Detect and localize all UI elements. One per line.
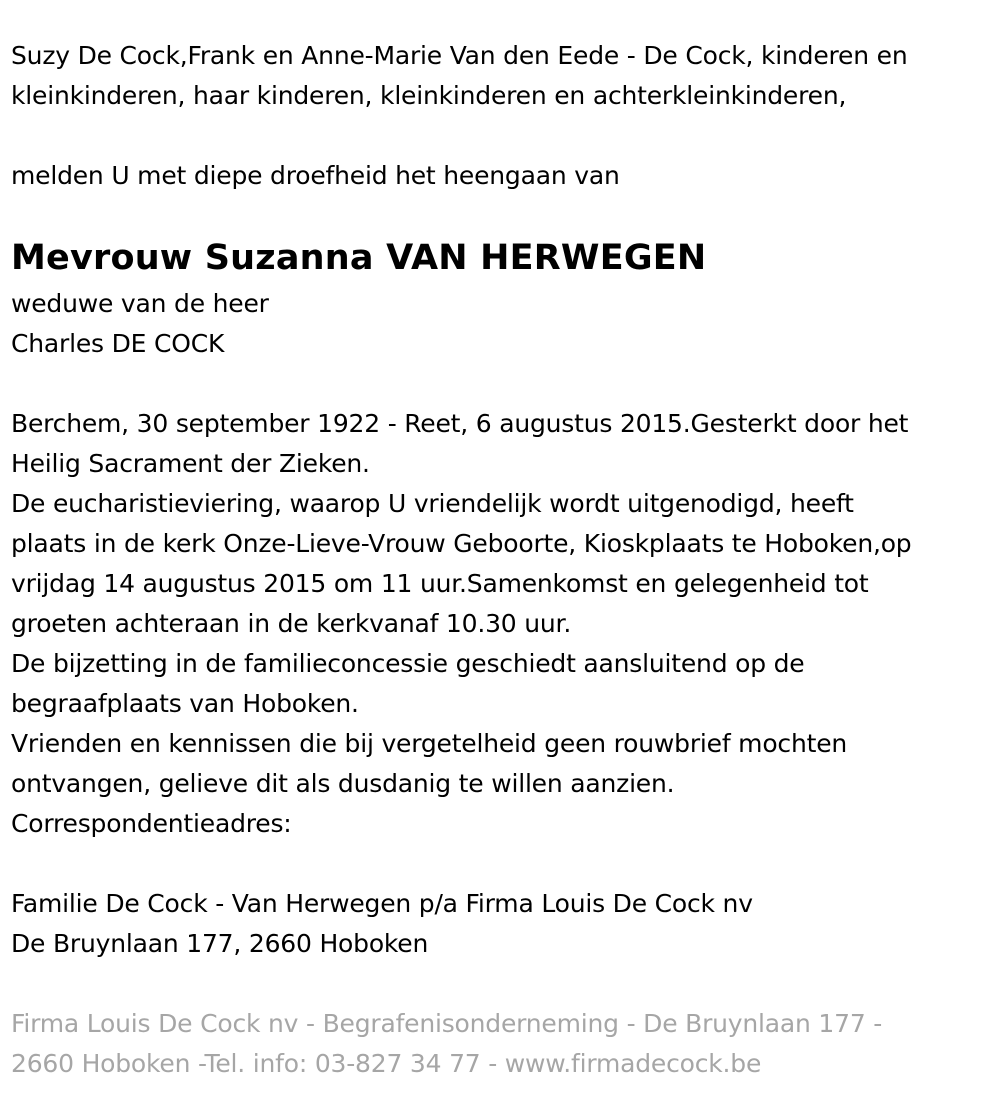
details-line: ontvangen, gelieve dit als dusdanig te willen aanzien. [11, 769, 675, 798]
details-line: De eucharistieviering, waarop U vriendelijk wordt uitgenodigd, heeft [11, 489, 854, 518]
correspondence-label: Correspondentieadres: [11, 809, 292, 838]
spacer [11, 964, 991, 1004]
details-line: plaats in de kerk Onze-Lieve-Vrouw Geboorte, Kioskplaats te Hoboken,op [11, 529, 912, 558]
details-line: Vrienden en kennissen die bij vergetelheid geen rouwbrief mochten [11, 729, 848, 758]
deceased-name: Mevrouw Suzanna VAN HERWEGEN [11, 238, 707, 278]
details-line: De bijzetting in de familieconcessie geschiedt aansluitend op de [11, 649, 805, 678]
widow-line: weduwe van de heer [11, 289, 269, 318]
family-line-1: Suzy De Cock,Frank en Anne-Marie Van den Eede - De Cock, kinderen en [11, 41, 908, 70]
spacer [11, 844, 991, 884]
details-line: begraafplaats van Hoboken. [11, 689, 359, 718]
address-line-1: Familie De Cock - Van Herwegen p/a Firma Louis De Cock nv [11, 889, 753, 918]
details-line: vrijdag 14 augustus 2015 om 11 uur.Samenkomst en gelegenheid tot [11, 569, 869, 598]
family-line-2: kleinkinderen, haar kinderen, kleinkinderen en achterkleinkinderen, [11, 81, 847, 110]
footer-line-1: Firma Louis De Cock nv - Begrafenisonderneming - De Bruynlaan 177 - [11, 1009, 883, 1038]
spacer [11, 116, 991, 156]
details-line: groeten achteraan in de kerkvanaf 10.30 uur. [11, 609, 572, 638]
details-line: Heilig Sacrament der Zieken. [11, 449, 370, 478]
footer-line-2: 2660 Hoboken -Tel. info: 03-827 34 77 - www.firmadecock.be [11, 1049, 762, 1078]
spacer [11, 196, 991, 236]
footer [11, 1004, 991, 1084]
announcement-text: melden U met diepe droefheid het heengaan van [11, 161, 620, 190]
obituary-notice [11, 36, 991, 1084]
spouse-name: Charles DE COCK [11, 329, 225, 358]
spacer [11, 364, 991, 404]
address-line-2: De Bruynlaan 177, 2660 Hoboken [11, 929, 429, 958]
details-line: Berchem, 30 september 1922 - Reet, 6 augustus 2015.Gesterkt door het [11, 409, 909, 438]
